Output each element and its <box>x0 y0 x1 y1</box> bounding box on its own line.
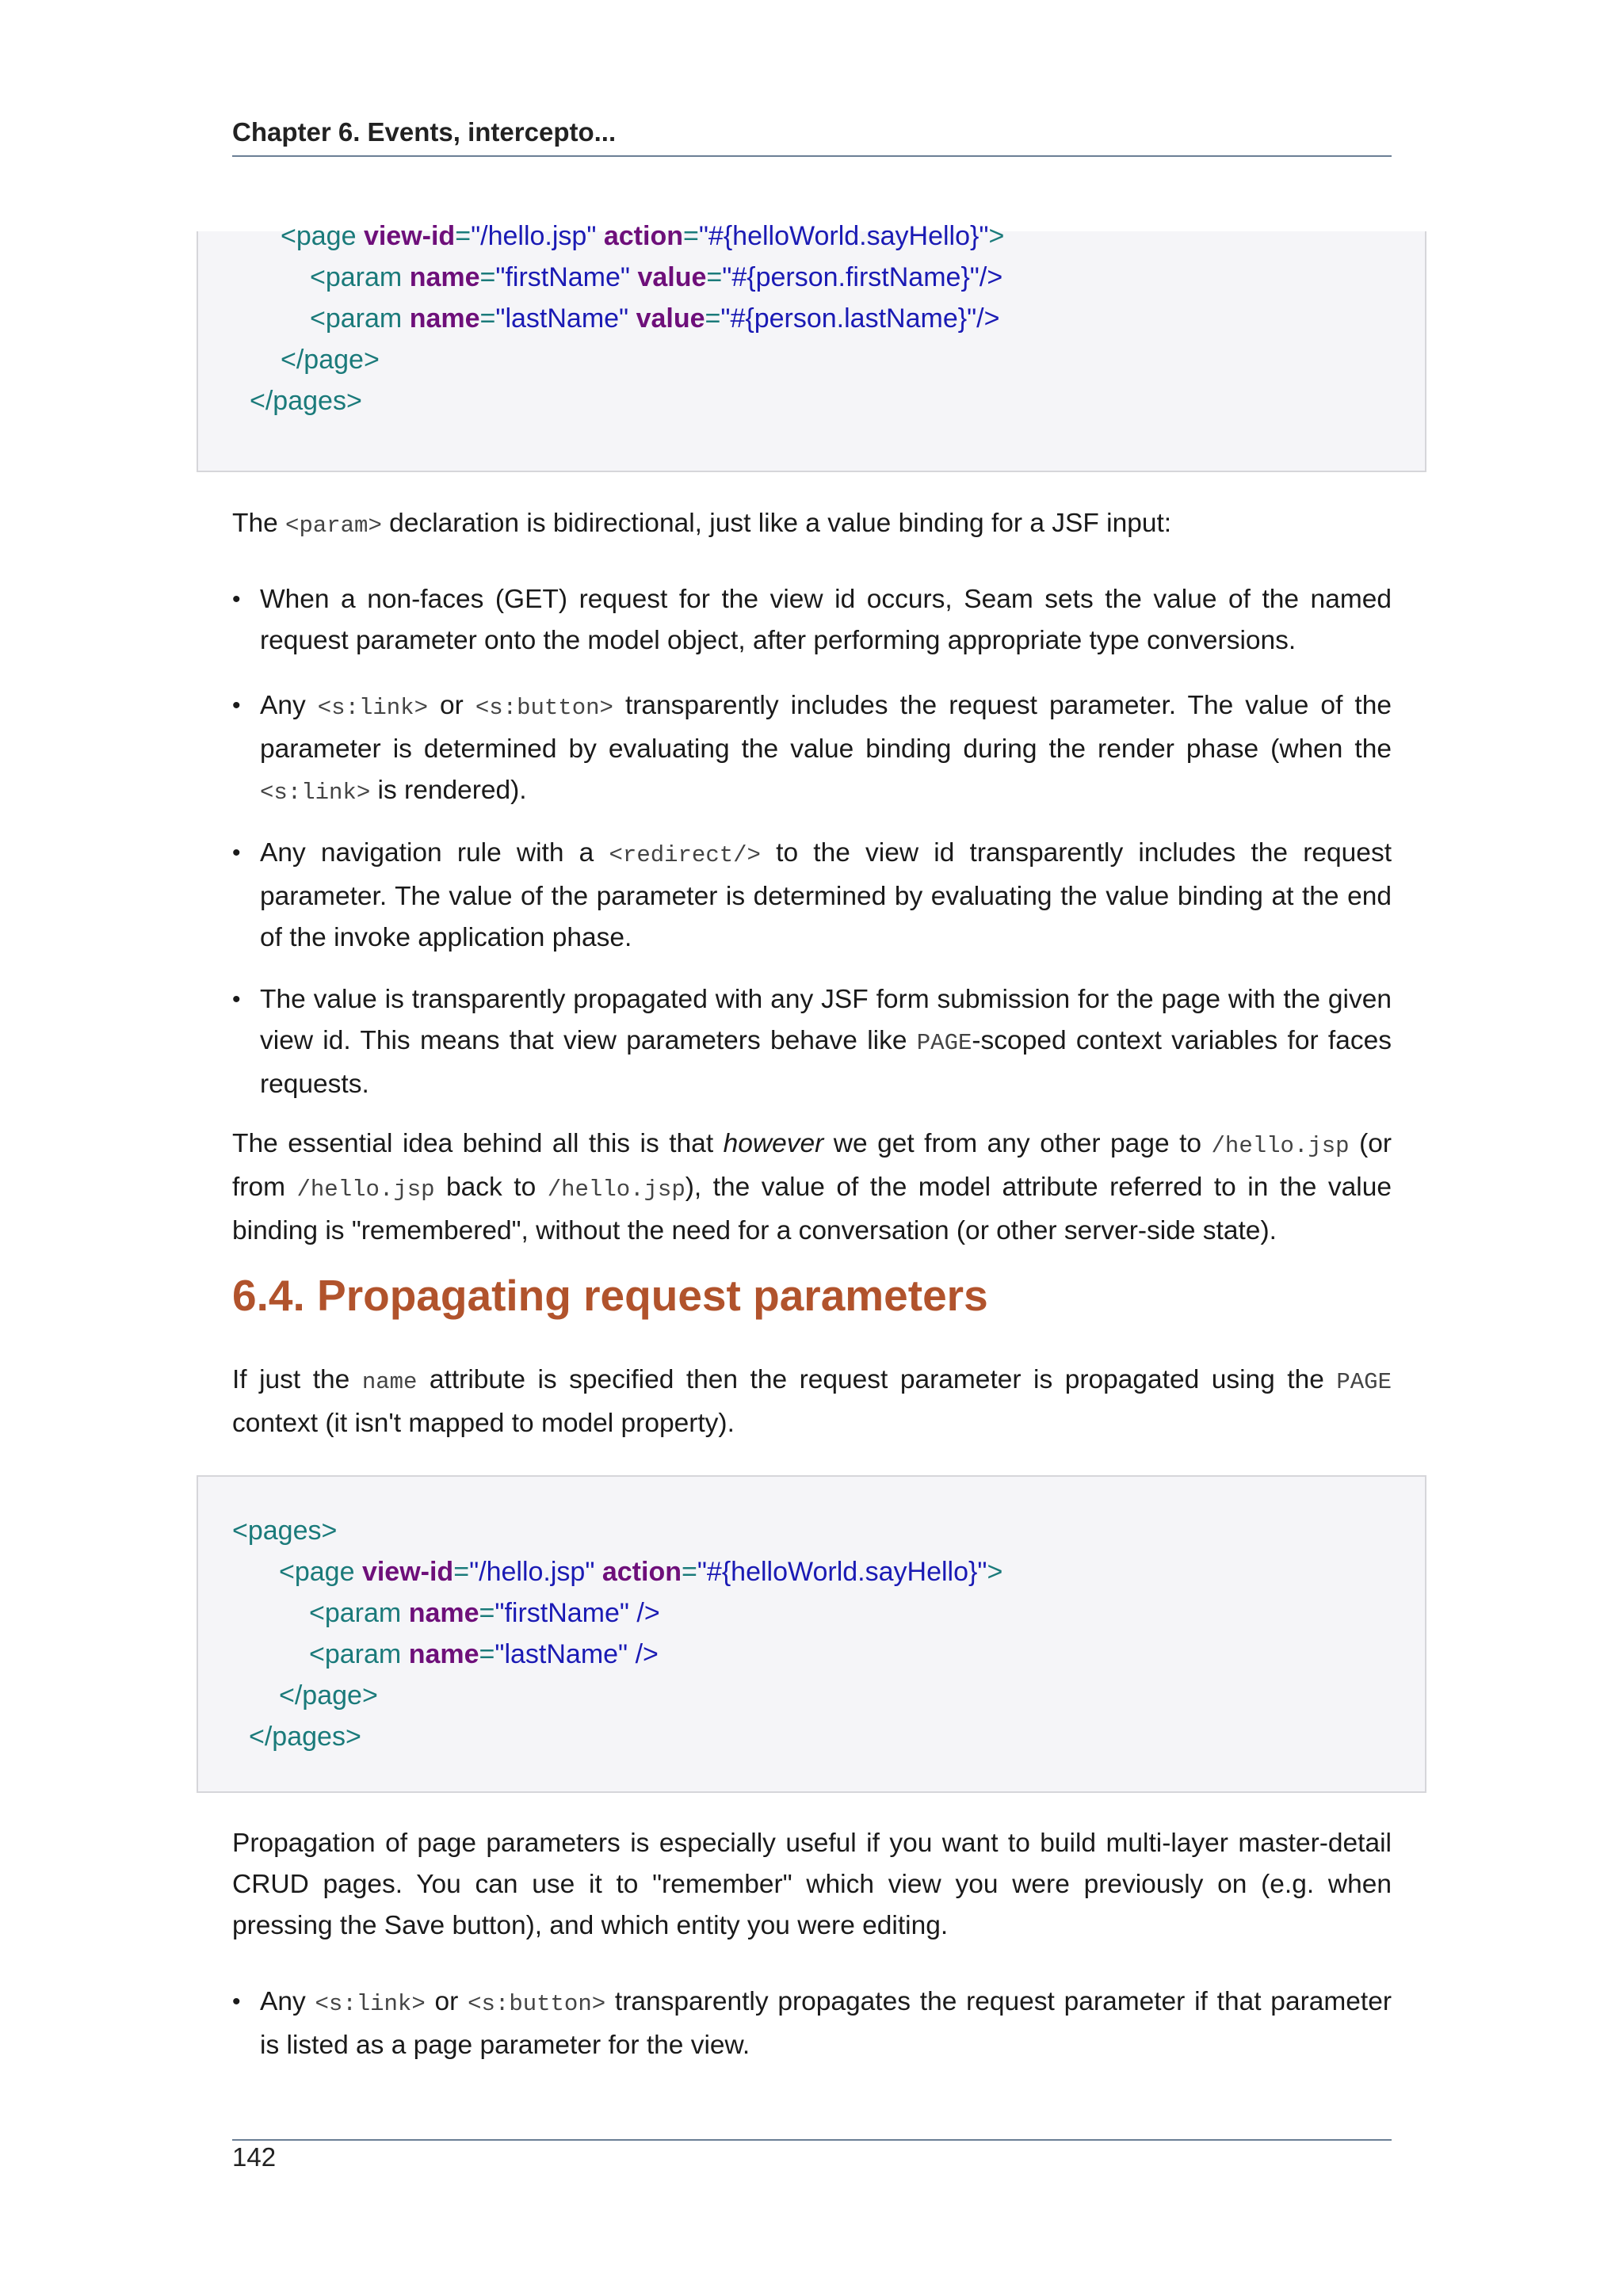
code-tag: <page <box>279 1557 362 1587</box>
code-value: "#{helloWorld.sayHello}" <box>697 1557 987 1587</box>
list-item <box>232 833 1392 959</box>
code-attr: name <box>409 303 480 334</box>
code-tag-close: /> <box>628 1598 660 1628</box>
inline-code: <s:link> <box>315 1991 426 2017</box>
code-line: </page> <box>281 345 380 375</box>
code-eq: = <box>705 303 721 334</box>
inline-code: /hello.jsp <box>547 1177 685 1203</box>
section-heading: 6.4. Propagating request parameters <box>232 1271 988 1320</box>
code-line <box>309 1634 659 1675</box>
bullet-icon: • <box>232 692 241 719</box>
code-eq: = <box>479 262 496 292</box>
list-item <box>232 579 1392 662</box>
code-value: "firstName" <box>495 1598 629 1628</box>
code-eq: = <box>455 221 472 251</box>
inline-code: name <box>361 1369 418 1395</box>
footer-rule <box>232 2139 1392 2141</box>
bullet-icon: • <box>232 840 241 866</box>
bullet-icon: • <box>232 986 241 1013</box>
code-value: "#{helloWorld.sayHello}" <box>698 221 989 251</box>
code-eq: = <box>682 221 699 251</box>
text: -scoped context variables for faces requests. <box>260 1026 1392 1099</box>
inline-code: /hello.jsp <box>296 1177 435 1203</box>
code-value: "/hello.jsp" <box>471 221 597 251</box>
code-value: "#{person.firstName}" <box>722 262 980 292</box>
code-tag: <page <box>281 221 364 251</box>
bullet-icon: • <box>232 1989 241 2015</box>
code-attr: value <box>637 262 707 292</box>
running-header: Chapter 6. Events, intercepto... <box>232 117 617 147</box>
paragraph <box>232 1360 1392 1444</box>
code-tag: <param <box>310 262 410 292</box>
page-number: 142 <box>232 2142 277 2172</box>
text: is rendered). <box>370 776 527 805</box>
text: context (it isn't mapped to model property). <box>232 1409 735 1438</box>
code-tag: <param <box>309 1598 409 1628</box>
paragraph: Propagation of page parameters is especially useful if you want to build multi-layer master-detail CRUD pages. You can use it to "remember" which view you were previously on (e.g. when pressing the Save button), and which entity you were editing. <box>232 1829 1392 1940</box>
code-attr: action <box>601 1557 682 1587</box>
code-eq: = <box>681 1557 697 1587</box>
text: transparently propagates the request parameter if that parameter is listed as a page parameter for the view. <box>260 1987 1392 2060</box>
code-eq: = <box>479 1598 495 1628</box>
text: we get from any other page to <box>823 1129 1212 1158</box>
code-block <box>197 1475 1426 1793</box>
emphasis: however <box>723 1129 824 1158</box>
inline-code: <s:button> <box>468 1991 606 2017</box>
code-attr: name <box>408 1598 479 1628</box>
code-tag-close: /> <box>976 303 1000 334</box>
inline-code: <s:link> <box>317 695 428 721</box>
text: declaration is bidirectional, just like a value binding for a JSF input: <box>381 509 1172 538</box>
code-line <box>279 1551 1002 1592</box>
code-value: "firstName" <box>495 262 630 292</box>
text: Any navigation rule with a <box>260 838 609 868</box>
code-attr: name <box>409 262 480 292</box>
list-item <box>232 979 1392 1105</box>
code-value: "lastName" <box>495 1639 628 1669</box>
text: back to <box>434 1173 548 1202</box>
code-attr: name <box>408 1639 479 1669</box>
text: If just the <box>232 1365 362 1394</box>
list-item <box>232 1981 1392 2066</box>
code-value: "/hello.jsp" <box>469 1557 595 1587</box>
bullet-icon: • <box>232 586 241 612</box>
code-line <box>310 257 1002 298</box>
inline-code: <param> <box>285 513 382 539</box>
text: The value is transparently propagated with any JSF form submission for the page with the given view id. This means that view parameters behave like <box>260 985 1392 1055</box>
text: ), the value of the model attribute referred to in the value binding is "remembered", without the need for a conversation (or other server-side state). <box>232 1173 1392 1245</box>
text: or <box>428 691 475 720</box>
inline-code: PAGE <box>1336 1369 1392 1395</box>
text: Any <box>260 1987 315 2016</box>
text: When a non-faces (GET) request for the view id occurs, Seam sets the value of the named request parameter onto the model object, after performing appropriate type conversions. <box>260 585 1392 655</box>
code-attr: action <box>603 221 683 251</box>
inline-code: <s:link> <box>260 780 371 806</box>
code-space <box>596 221 603 251</box>
code-eq: = <box>479 303 496 334</box>
code-value: "#{person.lastName}" <box>720 303 977 334</box>
inline-code: PAGE <box>916 1030 972 1056</box>
list-item <box>232 685 1392 814</box>
inline-code: /hello.jsp <box>1211 1133 1350 1159</box>
code-line <box>309 1592 660 1634</box>
text: to the view id transparently includes the request parameter. The value of the parameter is determined by evaluating the value binding at the end of the invoke application phase. <box>260 838 1392 952</box>
code-attr: value <box>636 303 705 334</box>
code-line: </pages> <box>250 386 362 416</box>
text: (or from <box>232 1129 1392 1202</box>
code-tag-close: /> <box>628 1639 659 1669</box>
code-eq: = <box>453 1557 470 1587</box>
code-tag-close: > <box>988 221 1005 251</box>
code-line: </pages> <box>249 1722 361 1752</box>
code-line <box>310 298 999 339</box>
code-space <box>594 1557 601 1587</box>
text: The essential idea behind all this is that <box>232 1129 724 1158</box>
inline-code: <redirect/> <box>609 842 761 868</box>
header-rule <box>232 155 1392 157</box>
code-eq: = <box>479 1639 495 1669</box>
code-tag: <param <box>309 1639 409 1669</box>
paragraph <box>232 1123 1392 1252</box>
code-line: <pages> <box>232 1516 338 1546</box>
code-eq: = <box>706 262 723 292</box>
text: Any <box>260 691 318 720</box>
inline-code: <s:button> <box>475 695 613 721</box>
text: transparently includes the request parameter. The value of the parameter is determined by evaluating the value binding during the render phase (when the <box>260 691 1392 764</box>
text: attribute is specified then the request parameter is propagated using the <box>417 1365 1337 1394</box>
code-value: "lastName" <box>495 303 629 334</box>
paragraph <box>232 503 1392 547</box>
code-tag: <param <box>310 303 410 334</box>
code-attr: view-id <box>363 221 456 251</box>
code-space <box>628 303 636 334</box>
code-tag-close: /> <box>979 262 1003 292</box>
text: or <box>425 1987 468 2016</box>
code-line <box>281 215 1004 257</box>
text: The <box>232 509 286 538</box>
code-block <box>197 221 1426 472</box>
code-line: </page> <box>279 1680 378 1711</box>
code-attr: view-id <box>361 1557 454 1587</box>
code-tag-close: > <box>987 1557 1003 1587</box>
